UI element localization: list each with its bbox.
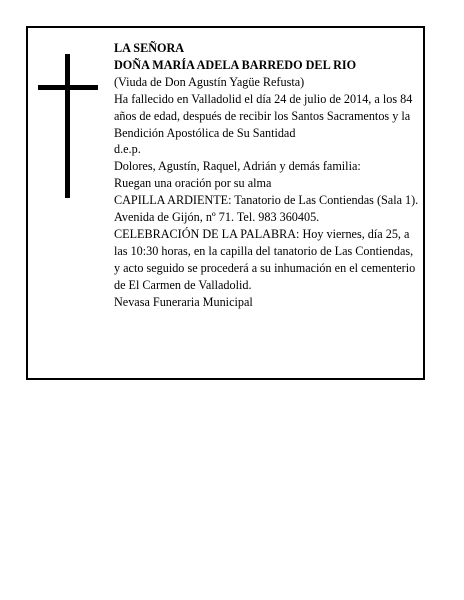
chapel-line: CAPILLA ARDIENTE: Tanatorio de Las Contiendas (Sala 1). Avenida de Gijón, nº 71. Tel. 983 360405.	[114, 193, 419, 225]
celebration-line: CELEBRACIÓN DE LA PALABRA: Hoy viernes, día 25, a las 10:30 horas, en la capilla del tanatorio de Las Contiendas, y acto seguido se procederá a su inhumación en el cementerio de El Carmen de Valladolid.	[114, 226, 416, 292]
death-announcement: Ha fallecido en Valladolid el día 24 de julio de 2014, a los 84 años de edad, después de recibir los Santos Sacramentos y la Bendición Apostólica de Su Santidad	[114, 91, 413, 140]
prayer-line: Ruegan una oración por su alma	[114, 176, 272, 191]
deceased-name: DOÑA MARÍA ADELA BARREDO DEL RIO	[114, 57, 357, 72]
obituary-notice	[26, 26, 425, 380]
cross-horizontal-bar	[38, 85, 98, 90]
latin-cross-icon	[38, 54, 98, 198]
funeral-home: Nevasa Funeraria Municipal	[114, 294, 253, 309]
dep-line: d.e.p.	[114, 142, 141, 157]
notice-heading: LA SEÑORA	[114, 41, 185, 55]
notice-text	[114, 40, 420, 311]
widow-line: (Viuda de Don Agustín Yagüe Refusta)	[114, 74, 305, 89]
family-line: Dolores, Agustín, Raquel, Adrián y demás familia:	[114, 159, 361, 174]
cross-vertical-bar	[65, 54, 70, 198]
